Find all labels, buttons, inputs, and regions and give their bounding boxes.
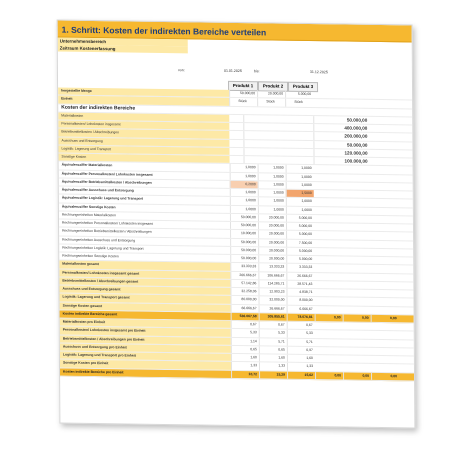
- cell: 50.000,00: [230, 222, 258, 230]
- row-label: hergestellte Menge: [58, 88, 229, 98]
- cell: 7.500,00: [286, 239, 314, 247]
- row-label: Äquivalenzziffer Ausschuss und Entsorgung: [61, 187, 134, 193]
- cell[interactable]: 1,0000: [258, 181, 286, 189]
- cell: 0,65: [231, 346, 259, 354]
- cost-value[interactable]: 200.000,00: [313, 132, 369, 140]
- cell: 50.000,00: [230, 238, 258, 246]
- cell: 1,14: [231, 337, 259, 345]
- row-label: Materialkosten gesamt: [59, 261, 230, 271]
- cell: 4.838,71: [286, 289, 314, 297]
- meta-label-zeitraum: Zeitraum Kostenerfassung: [58, 45, 188, 54]
- cell[interactable]: 1,0000: [230, 189, 258, 197]
- von-value[interactable]: 01.01.2025: [223, 68, 242, 74]
- cell[interactable]: 5.000,00: [285, 91, 313, 99]
- cost-value[interactable]: 120.000,00: [313, 149, 369, 157]
- cell: 0,00: [315, 372, 343, 380]
- cell[interactable]: 1,0000: [286, 165, 314, 173]
- row-label: Einheit: [58, 96, 229, 106]
- cell[interactable]: 1,0000: [258, 198, 286, 206]
- meta-label-bereich: Unternehmensbereich: [58, 38, 188, 47]
- cell[interactable]: 50.000,00: [229, 90, 257, 98]
- row-label: Materialkosten pro Einheit: [60, 319, 231, 329]
- cell[interactable]: 1,0000: [286, 198, 314, 206]
- cell: 5,33: [231, 329, 259, 337]
- cell: 0,00: [371, 315, 399, 323]
- cell: 20.000,00: [258, 231, 286, 239]
- cell: 26.666,67: [286, 272, 314, 280]
- bis-label: bis:: [253, 69, 260, 74]
- product-3-header: Produkt 3: [288, 82, 318, 92]
- cell: 33.333,33: [230, 263, 258, 271]
- cell[interactable]: Stück: [229, 98, 257, 106]
- cell[interactable]: 1,0000: [230, 205, 258, 213]
- cell: 1,60: [287, 355, 315, 363]
- cell: 0,67: [259, 321, 287, 329]
- cell[interactable]: 1,0000: [258, 206, 286, 214]
- row-label: Äquivalenzziffer Logistik: Lagerung und Transport: [61, 195, 144, 201]
- cell: 13.333,33: [258, 264, 286, 272]
- row-label: Äquivalenzziffer Betriebsmittelkosten / Abschreibungen: [61, 179, 152, 185]
- cell[interactable]: 20.000,00: [257, 90, 285, 98]
- cost-value[interactable]: 100.000,00: [314, 157, 370, 165]
- cost-value[interactable]: 50.000,00: [313, 116, 369, 124]
- row-label: Personalkosten/ Lohnkosten insgesamt: [58, 121, 229, 131]
- row-label: Kosten indirekte Bereiche pro Einheit: [60, 368, 231, 378]
- row-label: Äquivalenzziffer Personalkosten/ Lohnkosten insgesamt: [61, 171, 153, 177]
- cell: 20.000,00: [258, 214, 286, 222]
- cell: 5.000,00: [286, 247, 314, 255]
- cell: 0,00: [371, 372, 399, 380]
- row-label: Betriebsmittelkosten / Abschreibungen: [58, 129, 229, 139]
- cell: 66.666,67: [231, 304, 259, 312]
- cell: 5.000,00: [286, 214, 314, 222]
- cell: 0,00: [343, 372, 371, 380]
- cell: 78.076,81: [287, 313, 315, 321]
- row-label: Personalkosten/ Lohnkosten insgesamt gesamt: [59, 269, 230, 279]
- cell: 10.000,00: [230, 230, 258, 238]
- cell: 266.666,67: [230, 271, 258, 279]
- bis-value[interactable]: 31.12.2025: [309, 70, 328, 75]
- cell[interactable]: 1,0000: [286, 181, 314, 189]
- cell[interactable]: 1,0000: [286, 173, 314, 181]
- cell: 50.000,00: [230, 214, 258, 222]
- cell: 0,67: [231, 321, 259, 329]
- cell: 20.000,00: [258, 222, 286, 230]
- cell: 305.855,61: [259, 313, 287, 321]
- row-label: Rechnungseinheiten Materialkosten: [61, 212, 116, 218]
- cell: 80.000,00: [231, 296, 259, 304]
- row-label: Materialkosten: [58, 112, 229, 122]
- sheet-title: 1. Schritt: Kosten der indirekten Bereiche verteilen: [58, 21, 412, 43]
- cell[interactable]: 1,5000: [286, 190, 314, 198]
- row-label: Logistik: Lagerung und Transport gesamt: [60, 294, 231, 304]
- row-label: Rechnungseinheiten Sonstige Kosten: [62, 253, 119, 259]
- cell: 0,00: [315, 314, 343, 322]
- cell: 20.000,00: [258, 239, 286, 247]
- product-1-header: Produkt 1: [228, 81, 258, 91]
- cell[interactable]: 1,0000: [258, 189, 286, 197]
- row-label: Personalkosten/ Lohnkosten insgesamt pro Einheit: [60, 327, 231, 337]
- cell: 15,62: [287, 371, 315, 379]
- cell: 1,60: [259, 354, 287, 362]
- cell: 10,72: [231, 370, 259, 378]
- cell: 106.666,67: [258, 272, 286, 280]
- row-label: Logistik: Lagerung und Transport pro Einheit: [60, 352, 231, 362]
- cell[interactable]: Stück: [257, 99, 285, 107]
- row-label: Sonstige Kosten gesamt: [60, 302, 231, 312]
- cell: 0,00: [343, 314, 371, 322]
- row-label: Äquivalenzziffer Materialkosten: [61, 162, 113, 168]
- row-label: Äquivalenzziffer Sonstige Kosten: [61, 204, 116, 209]
- cell: 57.142,86: [230, 280, 258, 288]
- cell: 3.333,33: [286, 264, 314, 272]
- cell: 15,29: [259, 371, 287, 379]
- cell: 5,71: [287, 338, 315, 346]
- row-label: Sonstige Kosten: [59, 154, 230, 164]
- section-title: Kosten der indirekten Bereiche: [61, 104, 136, 112]
- cell[interactable]: 1,0000: [286, 206, 314, 214]
- row-label: Ausschuss und Entsorgung gesamt: [59, 286, 230, 296]
- cell: 20.000,00: [258, 255, 286, 263]
- cell[interactable]: 1,0000: [230, 172, 258, 180]
- cell: 0,97: [287, 346, 315, 354]
- cell[interactable]: 1,0000: [230, 197, 258, 205]
- cell: 1,60: [231, 354, 259, 362]
- cell: 5.000,00: [286, 231, 314, 239]
- von-label: von:: [177, 68, 185, 73]
- cell: 1,33: [231, 362, 259, 370]
- cell: 50.000,00: [230, 247, 258, 255]
- cell: 5.000,00: [286, 223, 314, 231]
- cell: 6.666,67: [287, 305, 315, 313]
- cell: 5.000,00: [286, 256, 314, 264]
- row-label: Ausschuss und Entsorgung pro Einheit: [60, 343, 231, 353]
- cell: 12.903,23: [258, 288, 286, 296]
- cell: 32.000,00: [259, 297, 287, 305]
- cell: 0,65: [259, 346, 287, 354]
- cell: 5,33: [287, 330, 315, 338]
- cell: 28.571,43: [286, 280, 314, 288]
- cost-value[interactable]: 400.000,00: [313, 124, 369, 132]
- row-label: Ausschuss und Entsorgung: [58, 137, 229, 147]
- row-label: Rechnungseinheiten Ausschuss und Entsorgung: [62, 237, 136, 243]
- cell[interactable]: 1,0000: [258, 165, 286, 173]
- cell: 1,33: [287, 363, 315, 371]
- cell: 8.000,00: [287, 297, 315, 305]
- cost-value[interactable]: 50.000,00: [313, 141, 369, 149]
- row-label: Betriebsmittelkosten / Abschreibungen gesamt: [59, 277, 230, 287]
- row-label: Betriebsmittelkosten / Abschreibungen pro Einheit: [60, 335, 231, 345]
- row-label: Sonstige Kosten pro Einheit: [60, 360, 231, 370]
- cell[interactable]: 0,2000: [230, 181, 258, 189]
- row-label: Rechnungseinheiten Betriebsmittelkosten / Abschreibungen: [62, 228, 152, 235]
- row-label: Logistik: Lagerung und Transport: [58, 145, 229, 155]
- cell: 5,71: [259, 338, 287, 346]
- cell: 536.067,58: [231, 313, 259, 321]
- cell[interactable]: Stück: [285, 99, 313, 107]
- cell: 50.000,00: [230, 255, 258, 263]
- cell: 20.000,00: [258, 247, 286, 255]
- row-label: Rechnungseinheiten Logistik: Lagerung und Transport: [62, 245, 144, 251]
- cell[interactable]: 1,0000: [230, 164, 258, 172]
- cell: 1,33: [259, 363, 287, 371]
- row-label: Rechnungseinheiten Personalkosten/ Lohnkosten insgesamt: [61, 220, 154, 226]
- cell: 5,33: [259, 330, 287, 338]
- spreadsheet-sheet: [57, 19, 416, 428]
- data-grid: [58, 88, 414, 382]
- cell: 26.666,67: [259, 305, 287, 313]
- row-label: Kosten indirekte Bereiche gesamt: [60, 310, 231, 320]
- cell: 0,67: [287, 322, 315, 330]
- cell[interactable]: 1,0000: [258, 173, 286, 181]
- cell: 114.285,71: [258, 280, 286, 288]
- cell: 32.258,06: [230, 288, 258, 296]
- product-2-header: Produkt 2: [258, 81, 288, 91]
